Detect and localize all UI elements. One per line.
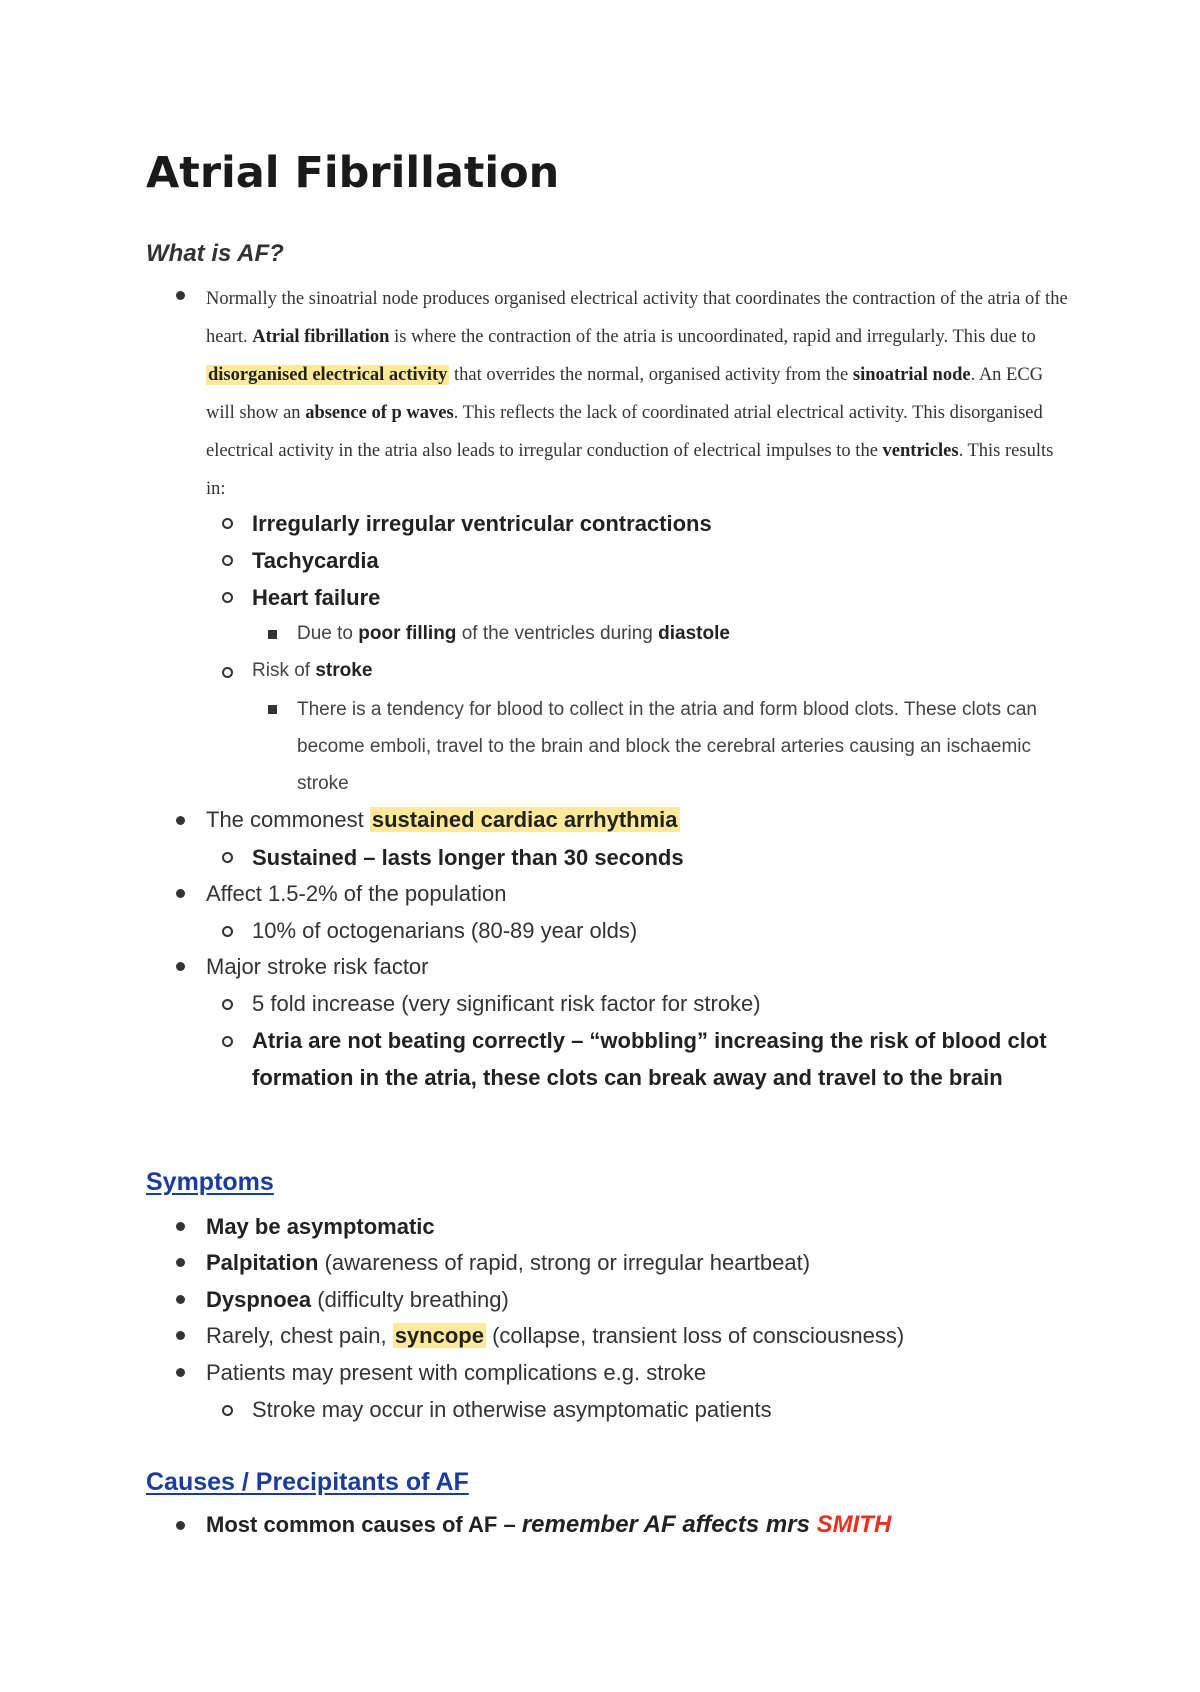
highlight-disorganised-activity: disorganised electrical activity <box>208 365 448 385</box>
bullet-circle-icon <box>222 518 233 529</box>
highlight-syncope: syncope <box>394 1323 484 1348</box>
heart-failure-detail: Due to poor filling of the ventricles during diastole <box>297 623 730 644</box>
symptom-palpitation: Palpitation (awareness of rapid, strong or irregular heartbeat) <box>206 1250 811 1275</box>
term-ventricles: ventricles <box>882 441 959 461</box>
bullet-circle-icon <box>222 555 233 566</box>
bullet-dot-icon <box>176 1258 185 1267</box>
major-risk-item: Major stroke risk factor <box>206 954 429 979</box>
intro-text: . An ECG will show an <box>206 365 1044 423</box>
intro-text: . This reflects the lack of coordinated atrial electrical activity. This disorganised electrical activity in the atria also leads to irregular conduction of electrical impulses to the <box>206 403 1043 461</box>
bullet-dot-icon <box>176 962 185 971</box>
result-tachycardia: Tachycardia <box>252 548 379 573</box>
section-heading-symptoms: Symptoms <box>146 1168 274 1196</box>
result-irregular: Irregularly irregular ventricular contractions <box>252 511 712 536</box>
symptom-dyspnoea: Dyspnoea (difficulty breathing) <box>206 1287 509 1312</box>
result-risk-of-stroke: Risk of stroke <box>252 660 373 681</box>
octogenarians-item: 10% of octogenarians (80-89 year olds) <box>252 918 638 943</box>
bullet-dot-icon <box>176 889 185 898</box>
term-atrial-fibrillation: Atrial fibrillation <box>252 327 390 347</box>
symptom-chest-pain: Rarely, chest pain, syncope (collapse, transient loss of consciousness) <box>206 1323 905 1348</box>
intro-paragraph <box>206 280 1076 508</box>
page-title: Atrial Fibrillation <box>146 148 560 198</box>
sustained-definition: Sustained – lasts longer than 30 seconds <box>252 845 684 870</box>
wobbling-item: Atria are not beating correctly – “wobbling” increasing the risk of blood clot formation in the atria, these clots can break away and travel to the brain <box>252 1028 1047 1090</box>
bullet-dot-icon <box>176 1331 185 1340</box>
term-sinoatrial-node: sinoatrial node <box>852 365 971 385</box>
bullet-circle-icon <box>222 1405 233 1416</box>
bullet-dot-icon <box>176 291 185 300</box>
result-heart-failure: Heart failure <box>252 585 381 610</box>
intro-text: . This results in: <box>206 441 1054 499</box>
bullet-square-icon <box>268 705 277 714</box>
intro-text: is where the contraction of the atria is uncoordinated, rapid and irregularly. This due to <box>389 327 1036 347</box>
symptom-stroke-note: Stroke may occur in otherwise asymptomatic patients <box>252 1397 772 1422</box>
intro-text: that overrides the normal, organised activity from the <box>449 365 853 385</box>
section-heading-causes: Causes / Precipitants of AF <box>146 1468 469 1496</box>
commonest-item: The commonest sustained cardiac arrhythmia <box>206 807 678 832</box>
bullet-circle-icon <box>222 592 233 603</box>
bullet-dot-icon <box>176 1521 185 1530</box>
term-absence-of-p-waves: absence of p waves <box>305 403 454 423</box>
bullet-dot-icon <box>176 1368 185 1377</box>
symptom-complications: Patients may present with complications e.g. stroke <box>206 1360 707 1385</box>
causes-mnemonic-item: Most common causes of AF – remember AF affects mrs SMITH <box>206 1511 892 1538</box>
mnemonic-smith: SMITH <box>816 1511 892 1538</box>
bullet-square-icon <box>268 630 277 639</box>
bullet-dot-icon <box>176 1222 185 1231</box>
section-heading-what-is-af: What is AF? <box>146 240 284 267</box>
highlight-sustained-arrhythmia: sustained cardiac arrhythmia <box>371 807 678 832</box>
bullet-dot-icon <box>176 816 185 825</box>
stroke-detail: There is a tendency for blood to collect in the atria and form blood clots. These clots can become emboli, travel to the brain and block the cerebral arteries causing an ischaemic stroke <box>297 699 1037 794</box>
prevalence-item: Affect 1.5-2% of the population <box>206 881 507 906</box>
bullet-circle-icon <box>222 926 233 937</box>
bullet-dot-icon <box>176 1295 185 1304</box>
symptom-asymptomatic: May be asymptomatic <box>206 1214 435 1239</box>
bullet-circle-icon <box>222 999 233 1010</box>
bullet-circle-icon <box>222 1036 233 1047</box>
intro-text: Normally the sinoatrial node produces organised electrical activity that coordinates the contraction of the atria of the heart. <box>206 289 1068 347</box>
bullet-circle-icon <box>222 852 233 863</box>
fold-increase-item: 5 fold increase (very significant risk factor for stroke) <box>252 991 761 1016</box>
bullet-circle-icon <box>222 667 233 678</box>
